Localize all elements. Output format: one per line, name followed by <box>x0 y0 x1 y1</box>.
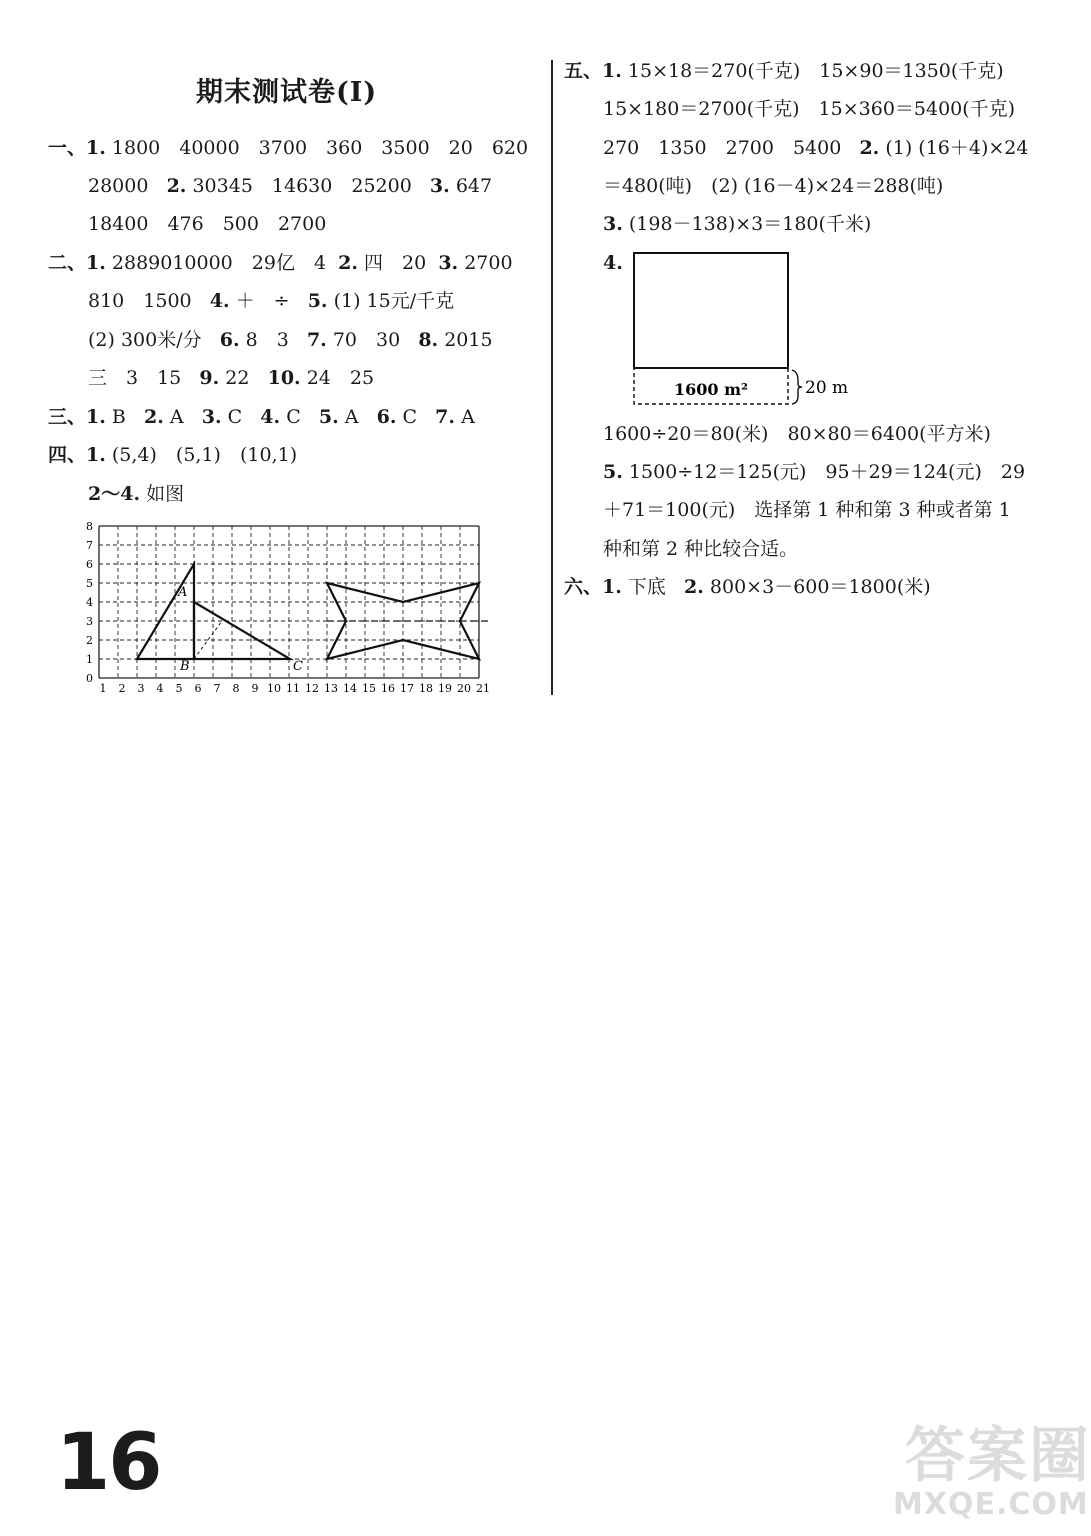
grid-lines <box>99 526 479 678</box>
question-number: 5. <box>307 290 328 312</box>
x-tick-label: 20 <box>457 682 471 695</box>
section-3-line-1 <box>48 405 475 429</box>
section-5-answer-2: (1) (16＋4)×24 <box>885 137 1029 159</box>
x-tick-label: 2 <box>118 682 126 695</box>
section-5-answer-5-end: 种和第 2 种比较合适。 <box>603 538 799 560</box>
section-2-line-4 <box>88 366 374 390</box>
choice-answer: B <box>111 406 126 428</box>
page-title: 期末测试卷(I) <box>196 77 378 108</box>
question-number: 2. <box>684 576 704 598</box>
square-field-diagram <box>628 248 868 410</box>
question-number: 4. <box>603 252 623 274</box>
rotated-triangle-shape <box>194 602 290 659</box>
x-tick-label: 10 <box>267 682 281 695</box>
section-5-answer-3: (198－138)×3＝180(千米) <box>628 213 872 235</box>
section-5-line-6 <box>603 251 623 275</box>
x-tick-label: 11 <box>286 682 300 695</box>
side-brace <box>792 370 802 404</box>
section-1-heading: 一、1. <box>48 137 106 159</box>
x-tick-label: 13 <box>324 682 338 695</box>
section-5-answer-5-cont: ＋71＝100(元) 选择第 1 种和第 3 种或者第 1 <box>603 499 1011 521</box>
question-number: 7. <box>306 329 327 351</box>
column-divider <box>551 60 553 695</box>
section-1-answer-1-cont: 28000 <box>88 175 149 197</box>
y-tick-label: 8 <box>86 520 93 533</box>
section-2-answer-8: 2015 <box>444 329 493 351</box>
watermark-url: MXQE.COM <box>893 1487 1089 1522</box>
choice-answer: C <box>402 406 418 428</box>
section-5-line-9 <box>603 498 1011 522</box>
section-1-line-1 <box>48 136 528 160</box>
section-3-heading: 三、1. <box>48 406 106 428</box>
section-2-answer-5-cont: (2) 300米/分 <box>88 329 202 351</box>
x-tick-label: 1 <box>99 682 107 695</box>
point-c-label: C <box>293 659 303 674</box>
question-number: 2～4. <box>88 483 141 505</box>
question-number: 2. <box>166 175 187 197</box>
question-number: 5. <box>318 406 339 428</box>
section-2-answer-3: 2700 <box>464 252 513 274</box>
x-tick-label: 7 <box>213 682 221 695</box>
section-1-line-2 <box>88 174 492 198</box>
point-b-label: B <box>180 659 190 674</box>
question-number: 9. <box>199 367 220 389</box>
page-number: 16 <box>56 1418 161 1508</box>
section-1-answer-1: 1800 40000 3700 360 3500 20 620 <box>111 137 529 159</box>
section-4-answer-2: 如图 <box>146 483 185 505</box>
watermark-text: 答案圈 <box>905 1421 1091 1491</box>
choice-answer: C <box>286 406 301 428</box>
section-5-heading: 五、1. <box>564 60 622 82</box>
choice-answer: C <box>227 406 243 428</box>
section-2-answer-7: 70 30 <box>332 329 401 351</box>
section-5-line-4 <box>603 174 943 198</box>
x-tick-label: 21 <box>476 682 490 695</box>
x-tick-label: 17 <box>400 682 414 695</box>
y-tick-label: 2 <box>86 634 93 647</box>
x-tick-label: 6 <box>194 682 202 695</box>
coordinate-grid-figure <box>82 516 510 696</box>
section-5-answer-2-cont: ＝480(吨) (2) (16－4)×24＝288(吨) <box>603 175 944 197</box>
x-tick-label: 15 <box>362 682 376 695</box>
y-tick-label: 0 <box>86 672 93 685</box>
section-2-answer-6: 8 3 <box>245 329 289 351</box>
triangle-shape <box>137 564 194 659</box>
question-number: 4. <box>260 406 281 428</box>
section-1-line-3 <box>88 212 326 236</box>
x-tick-label: 8 <box>232 682 240 695</box>
x-tick-label: 18 <box>419 682 433 695</box>
x-tick-label: 14 <box>343 682 357 695</box>
question-number: 10. <box>267 367 301 389</box>
question-number: 3. <box>603 213 623 235</box>
section-2-answer-8-cont: 三 3 15 <box>88 367 182 389</box>
watermark <box>893 1421 1091 1522</box>
question-number: 2. <box>859 137 880 159</box>
section-2-heading: 二、1. <box>48 252 106 274</box>
point-a-label: A <box>178 585 188 600</box>
section-5-line-1 <box>564 59 1004 83</box>
section-5-answer-1-cont: 15×180＝2700(千克) 15×360＝5400(千克) <box>603 98 1016 120</box>
section-5-line-8 <box>603 460 1025 484</box>
question-number: 3. <box>429 175 450 197</box>
section-4-answer-1: (5,4) (5,1) (10,1) <box>111 444 298 466</box>
section-2-answer-9: 22 <box>225 367 250 389</box>
y-tick-label: 5 <box>86 577 93 590</box>
section-5-answer-1: 15×18＝270(千克) 15×90＝1350(千克) <box>627 60 1004 82</box>
section-1-answer-3-cont: 18400 476 500 2700 <box>88 213 327 235</box>
section-6-answer-2: 800×3－600＝1800(米) <box>709 576 931 598</box>
question-number: 3. <box>438 252 459 274</box>
question-number: 3. <box>201 406 222 428</box>
strip-width-label: 20 m <box>805 378 849 398</box>
x-tick-label: 3 <box>137 682 145 695</box>
section-2-answer-10: 24 25 <box>306 367 375 389</box>
section-6-answer-1: 下底 <box>627 576 666 598</box>
x-tick-label: 12 <box>305 682 319 695</box>
y-tick-label: 4 <box>86 596 93 609</box>
section-2-answer-1: 2889010000 29亿 4 <box>111 252 327 274</box>
x-tick-label: 4 <box>156 682 164 695</box>
section-4-line-1 <box>48 443 297 467</box>
section-5-line-10 <box>603 537 798 561</box>
question-number: 6. <box>376 406 397 428</box>
strip-area-label: 1600 m² <box>674 380 749 399</box>
section-5-line-7 <box>603 422 991 446</box>
square-shape <box>634 253 788 368</box>
x-tick-label: 9 <box>251 682 259 695</box>
y-tick-label: 3 <box>86 615 93 628</box>
section-2-line-1 <box>48 251 513 275</box>
x-tick-label: 19 <box>438 682 452 695</box>
question-number: 7. <box>435 406 456 428</box>
question-number: 6. <box>219 329 240 351</box>
section-5-answer-5: 1500÷12＝125(元) 95＋29＝124(元) 29 <box>628 461 1026 483</box>
section-5-line-5 <box>603 212 871 236</box>
y-tick-label: 7 <box>86 539 93 552</box>
x-tick-label: 16 <box>381 682 395 695</box>
section-5-answer-4: 1600÷20＝80(米) 80×80＝6400(平方米) <box>603 423 991 445</box>
question-number: 2. <box>143 406 164 428</box>
question-number: 8. <box>418 329 439 351</box>
section-2-answer-5: (1) 15元/千克 <box>333 290 455 312</box>
section-5-line-3 <box>603 136 1028 160</box>
section-4-heading: 四、1. <box>48 444 106 466</box>
section-2-answer-2: 四 20 <box>364 252 427 274</box>
choice-answer: A <box>344 406 359 428</box>
choice-answer: A <box>169 406 184 428</box>
question-number: 5. <box>603 461 623 483</box>
section-2-answer-3-cont: 810 1500 <box>88 290 192 312</box>
section-2-answer-4: ＋ ÷ <box>235 290 290 312</box>
section-6-heading: 六、1. <box>564 576 622 598</box>
section-2-line-3 <box>88 328 493 352</box>
y-tick-label: 1 <box>86 653 93 666</box>
section-1-answer-2: 30345 14630 25200 <box>192 175 412 197</box>
section-5-line-2 <box>603 97 1015 121</box>
choice-answer: A <box>461 406 475 428</box>
section-4-line-2 <box>88 482 184 506</box>
section-1-answer-3: 647 <box>455 175 493 197</box>
y-tick-label: 6 <box>86 558 93 571</box>
section-2-line-2 <box>88 289 454 313</box>
x-tick-label: 5 <box>175 682 183 695</box>
section-5-answer-1-result: 270 1350 2700 5400 <box>603 137 842 159</box>
section-6-line-1 <box>564 575 931 599</box>
tick-labels <box>86 520 490 695</box>
question-number: 4. <box>209 290 230 312</box>
question-number: 2. <box>338 252 358 274</box>
